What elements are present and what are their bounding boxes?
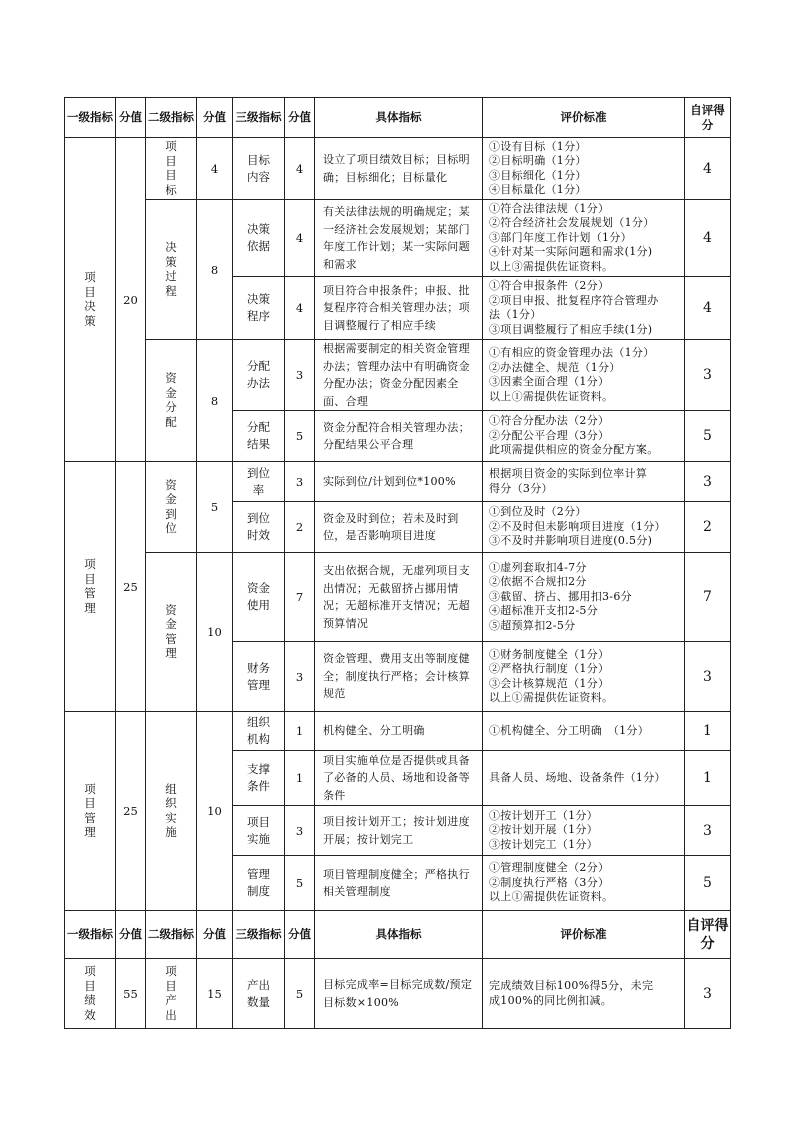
self-score: 1 (685, 712, 731, 751)
level3-name: 分配结果 (233, 411, 285, 462)
level2-score: 8 (197, 340, 233, 462)
self-score: 3 (685, 959, 731, 1029)
level3-name: 目标内容 (233, 138, 285, 200)
level3-score: 5 (285, 411, 315, 462)
level3-name: 财务管理 (233, 642, 285, 712)
header-score2: 分值 (197, 911, 233, 959)
header-criteria: 评价标准 (483, 98, 685, 138)
indicator-text: 项目实施单位是否提供或具备了必备的人员、场地和设备等条件 (315, 751, 483, 806)
criteria-text: ①符合法律法规（1分） ②符合经济社会发展规划（1分） ③部门年度工作计划（1分） ④针对某一实际问题和需求(1分) 以上③需提供佐证资料。 (483, 200, 685, 277)
header-self-score: 自评得分 (685, 98, 731, 138)
level3-name: 决策程序 (233, 277, 285, 340)
self-score: 4 (685, 277, 731, 340)
criteria-text: ①有相应的资金管理办法（1分） ②办法健全、规范（1分） ③因素全面合理（1分） 以上①需提供佐证资料。 (483, 340, 685, 411)
level2-score: 8 (197, 200, 233, 340)
criteria-text: ①机构健全、分工明确 （1分） (483, 712, 685, 751)
indicator-text: 目标完成率=目标完成数/预定目标数×100% (315, 959, 483, 1029)
level1-score: 25 (116, 462, 146, 712)
level3-score: 5 (285, 856, 315, 911)
criteria-text: ①管理制度健全（2分） ②制度执行严格（3分） 以上①需提供佐证资料。 (483, 856, 685, 911)
level1-name: 项目决策 (65, 138, 116, 462)
level2-name: 资金管理 (146, 553, 197, 712)
level1-name: 项目管理 (65, 462, 116, 712)
level3-name: 决策依据 (233, 200, 285, 277)
table-row (65, 553, 731, 642)
header-score1: 分值 (116, 911, 146, 959)
indicator-text: 支出依据合规，无虚列项目支出情况；无截留挤占挪用情况；无超标准开支情况；无超预算情况 (315, 553, 483, 642)
indicator-text: 项目符合申报条件；申报、批复程序符合相关管理办法；项目调整履行了相应手续 (315, 277, 483, 340)
level3-name: 管理制度 (233, 856, 285, 911)
level3-name: 到位时效 (233, 502, 285, 553)
header-level1: 一级指标 (65, 911, 116, 959)
level2-name: 资金分配 (146, 340, 197, 462)
level3-score: 4 (285, 277, 315, 340)
self-score: 3 (685, 340, 731, 411)
criteria-text: ①设有目标（1分） ②目标明确（1分） ③目标细化（1分） ④目标量化（1分） (483, 138, 685, 200)
level3-name: 组织机构 (233, 712, 285, 751)
self-score: 3 (685, 462, 731, 502)
level3-score: 1 (285, 751, 315, 806)
criteria-text: 具备人员、场地、设备条件（1分） (483, 751, 685, 806)
level3-name: 到位率 (233, 462, 285, 502)
indicator-text: 项目管理制度健全；严格执行相关管理制度 (315, 856, 483, 911)
criteria-text: 完成绩效目标100%得5分，未完 成100%的同比例扣减。 (483, 959, 685, 1029)
evaluation-table (64, 97, 731, 1029)
header-level3: 三级指标 (233, 98, 285, 138)
header-indicator: 具体指标 (315, 98, 483, 138)
level3-score: 2 (285, 502, 315, 553)
level3-score: 3 (285, 340, 315, 411)
level2-score: 10 (197, 553, 233, 712)
self-score: 7 (685, 553, 731, 642)
level3-name: 资金使用 (233, 553, 285, 642)
self-score: 3 (685, 642, 731, 712)
indicator-text: 实际到位/计划到位*100% (315, 462, 483, 502)
indicator-text: 机构健全、分工明确 (315, 712, 483, 751)
header-score1: 分值 (116, 98, 146, 138)
level2-score: 10 (197, 712, 233, 911)
criteria-text: ①符合分配办法（2分） ②分配公平合理（3分） 此项需提供相应的资金分配方案。 (483, 411, 685, 462)
level3-name: 分配办法 (233, 340, 285, 411)
level3-name: 产出数量 (233, 959, 285, 1029)
header-criteria: 评价标准 (483, 911, 685, 959)
table-header-row (65, 98, 731, 138)
level1-score: 25 (116, 712, 146, 911)
criteria-text: ①符合申报条件（2分） ②项目申报、批复程序符合管理办 法（1分） ③项目调整履行了相应手续(1分) (483, 277, 685, 340)
header-score3: 分值 (285, 911, 315, 959)
self-score: 4 (685, 200, 731, 277)
table-row (65, 340, 731, 411)
table-row (65, 959, 731, 1029)
level1-score: 20 (116, 138, 146, 462)
self-score: 4 (685, 138, 731, 200)
indicator-text: 资金管理、费用支出等制度健全；制度执行严格；会计核算规范 (315, 642, 483, 712)
indicator-text: 有关法律法规的明确规定；某一经济社会发展规划；某部门年度工作计划；某一实际问题和需求 (315, 200, 483, 277)
level3-score: 3 (285, 462, 315, 502)
header-level2: 二级指标 (146, 911, 197, 959)
level2-name: 项目产出 (146, 959, 197, 1029)
indicator-text: 根据需要制定的相关资金管理办法；管理办法中有明确资金分配办法；资金分配因素全面、合理 (315, 340, 483, 411)
level3-score: 7 (285, 553, 315, 642)
level3-score: 3 (285, 806, 315, 856)
level2-score: 4 (197, 138, 233, 200)
self-score: 1 (685, 751, 731, 806)
level1-name: 项目管理 (65, 712, 116, 911)
header-level1: 一级指标 (65, 98, 116, 138)
level3-score: 4 (285, 200, 315, 277)
indicator-text: 项目按计划开工；按计划进度开展；按计划完工 (315, 806, 483, 856)
level1-name: 项目绩效 (65, 959, 116, 1029)
criteria-text: ①按计划开工（1分） ②按计划开展（1分） ③按计划完工（1分） (483, 806, 685, 856)
criteria-text: ①财务制度健全（1分） ②严格执行制度（1分） ③会计核算规范（1分） 以上①需提供佐证资料。 (483, 642, 685, 712)
header-score2: 分值 (197, 98, 233, 138)
level3-score: 3 (285, 642, 315, 712)
header-score3: 分值 (285, 98, 315, 138)
table-row (65, 200, 731, 277)
header-indicator: 具体指标 (315, 911, 483, 959)
level2-name: 组织实施 (146, 712, 197, 911)
criteria-text: ①虚列套取扣4-7分 ②依据不合规扣2分 ③截留、挤占、挪用扣3-6分 ④超标准开支扣2-5分 ⑤超预算扣2-5分 (483, 553, 685, 642)
criteria-text: ①到位及时（2分） ②不及时但未影响项目进度（1分） ③不及时并影响项目进度(0.5分) (483, 502, 685, 553)
level2-score: 5 (197, 462, 233, 553)
header-level2: 二级指标 (146, 98, 197, 138)
criteria-text: 根据项目资金的实际到位率计算 得分（3分） (483, 462, 685, 502)
indicator-text: 设立了项目绩效目标；目标明确；目标细化；目标量化 (315, 138, 483, 200)
level3-score: 4 (285, 138, 315, 200)
level3-name: 支撑条件 (233, 751, 285, 806)
self-score: 5 (685, 411, 731, 462)
table-row (65, 712, 731, 751)
indicator-text: 资金分配符合相关管理办法；分配结果公平合理 (315, 411, 483, 462)
level2-name: 项目目标 (146, 138, 197, 200)
level3-score: 5 (285, 959, 315, 1029)
level3-score: 1 (285, 712, 315, 751)
level2-name: 决策过程 (146, 200, 197, 340)
level2-name: 资金到位 (146, 462, 197, 553)
table-row (65, 462, 731, 502)
level3-name: 项目实施 (233, 806, 285, 856)
self-score: 5 (685, 856, 731, 911)
header-self-score: 自评得分 (685, 911, 731, 959)
table-header-row (65, 911, 731, 959)
level1-score: 55 (116, 959, 146, 1029)
level2-score: 15 (197, 959, 233, 1029)
header-level3: 三级指标 (233, 911, 285, 959)
self-score: 2 (685, 502, 731, 553)
table-row (65, 138, 731, 200)
indicator-text: 资金及时到位；若未及时到位，是否影响项目进度 (315, 502, 483, 553)
self-score: 3 (685, 806, 731, 856)
